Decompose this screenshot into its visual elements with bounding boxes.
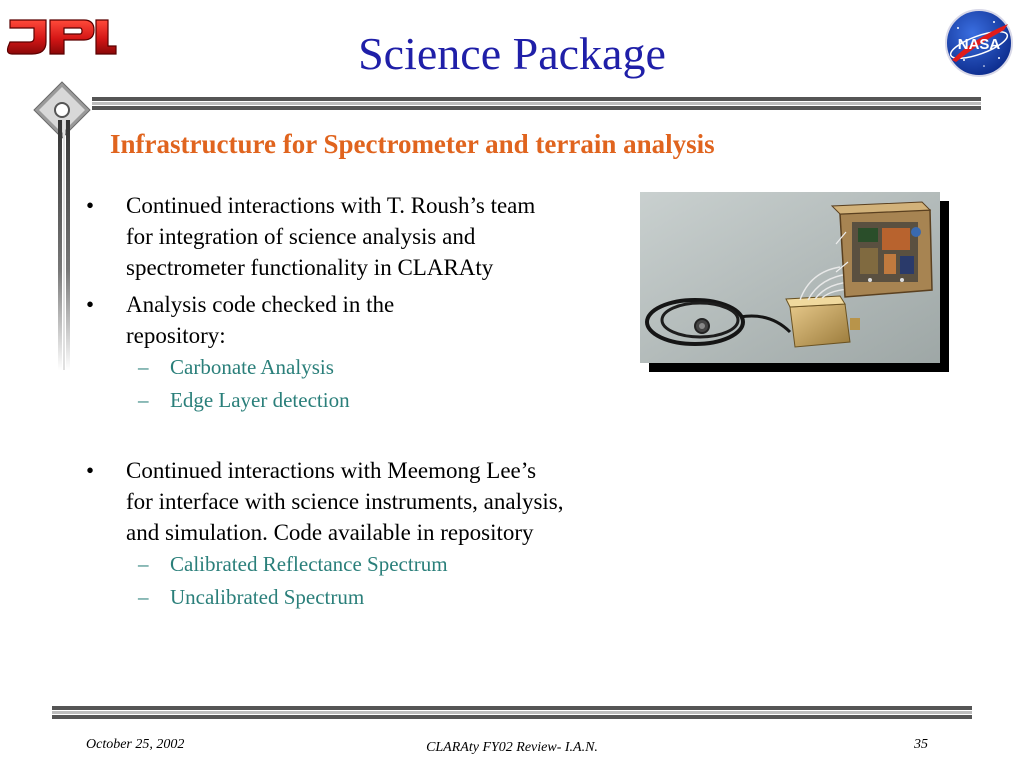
- footer-date: October 25, 2002: [86, 737, 185, 752]
- bullet-item: [86, 289, 606, 351]
- side-rule: [58, 120, 70, 370]
- sub-bullet-item: [86, 351, 606, 384]
- sub-bullet-dash: –: [138, 388, 149, 412]
- sub-bullet-dash: –: [138, 355, 149, 379]
- bottom-rule: [52, 706, 972, 720]
- sub-bullet-item: [86, 548, 606, 581]
- sub-bullet-item: [86, 384, 606, 417]
- sub-bullet-dash: –: [138, 552, 149, 576]
- sub-bullet-text: Edge Layer detection: [170, 388, 350, 412]
- bullet-item: [86, 455, 606, 548]
- bullet-item: [86, 190, 606, 283]
- bullet-mark: •: [86, 458, 95, 483]
- sub-bullet-text: Uncalibrated Spectrum: [170, 585, 365, 609]
- sub-bullet-dash: –: [138, 585, 149, 609]
- bullet-mark: •: [86, 292, 95, 317]
- top-rule: [92, 97, 981, 111]
- nasa-logo: [944, 8, 1014, 78]
- sub-bullet-text: Carbonate Analysis: [170, 355, 334, 379]
- bullet-list: [86, 190, 606, 614]
- bullet-mark: •: [86, 193, 95, 218]
- sub-bullet-item: [86, 581, 606, 614]
- bullet-text: Analysis code checked in the repository:: [126, 292, 395, 348]
- slide-title: Science Package: [358, 28, 666, 79]
- spectrometer-photo: [640, 192, 940, 363]
- nasa-logo-text: NASA: [957, 36, 1001, 53]
- footer-title: CLARAty FY02 Review- I.A.N.: [426, 740, 598, 755]
- bullet-text: Continued interactions with T. Roush’s team for integration of science analysis and spectrometer functionality in CLARAty: [126, 193, 536, 280]
- slide-subtitle: Infrastructure for Spectrometer and terrain analysis: [110, 129, 715, 159]
- sub-bullet-text: Calibrated Reflectance Spectrum: [170, 552, 448, 576]
- bullet-text: Continued interactions with Meemong Lee’s for interface with science instruments, analysis, and simulation. Code available in repository: [126, 458, 564, 545]
- page-number: 35: [914, 737, 928, 752]
